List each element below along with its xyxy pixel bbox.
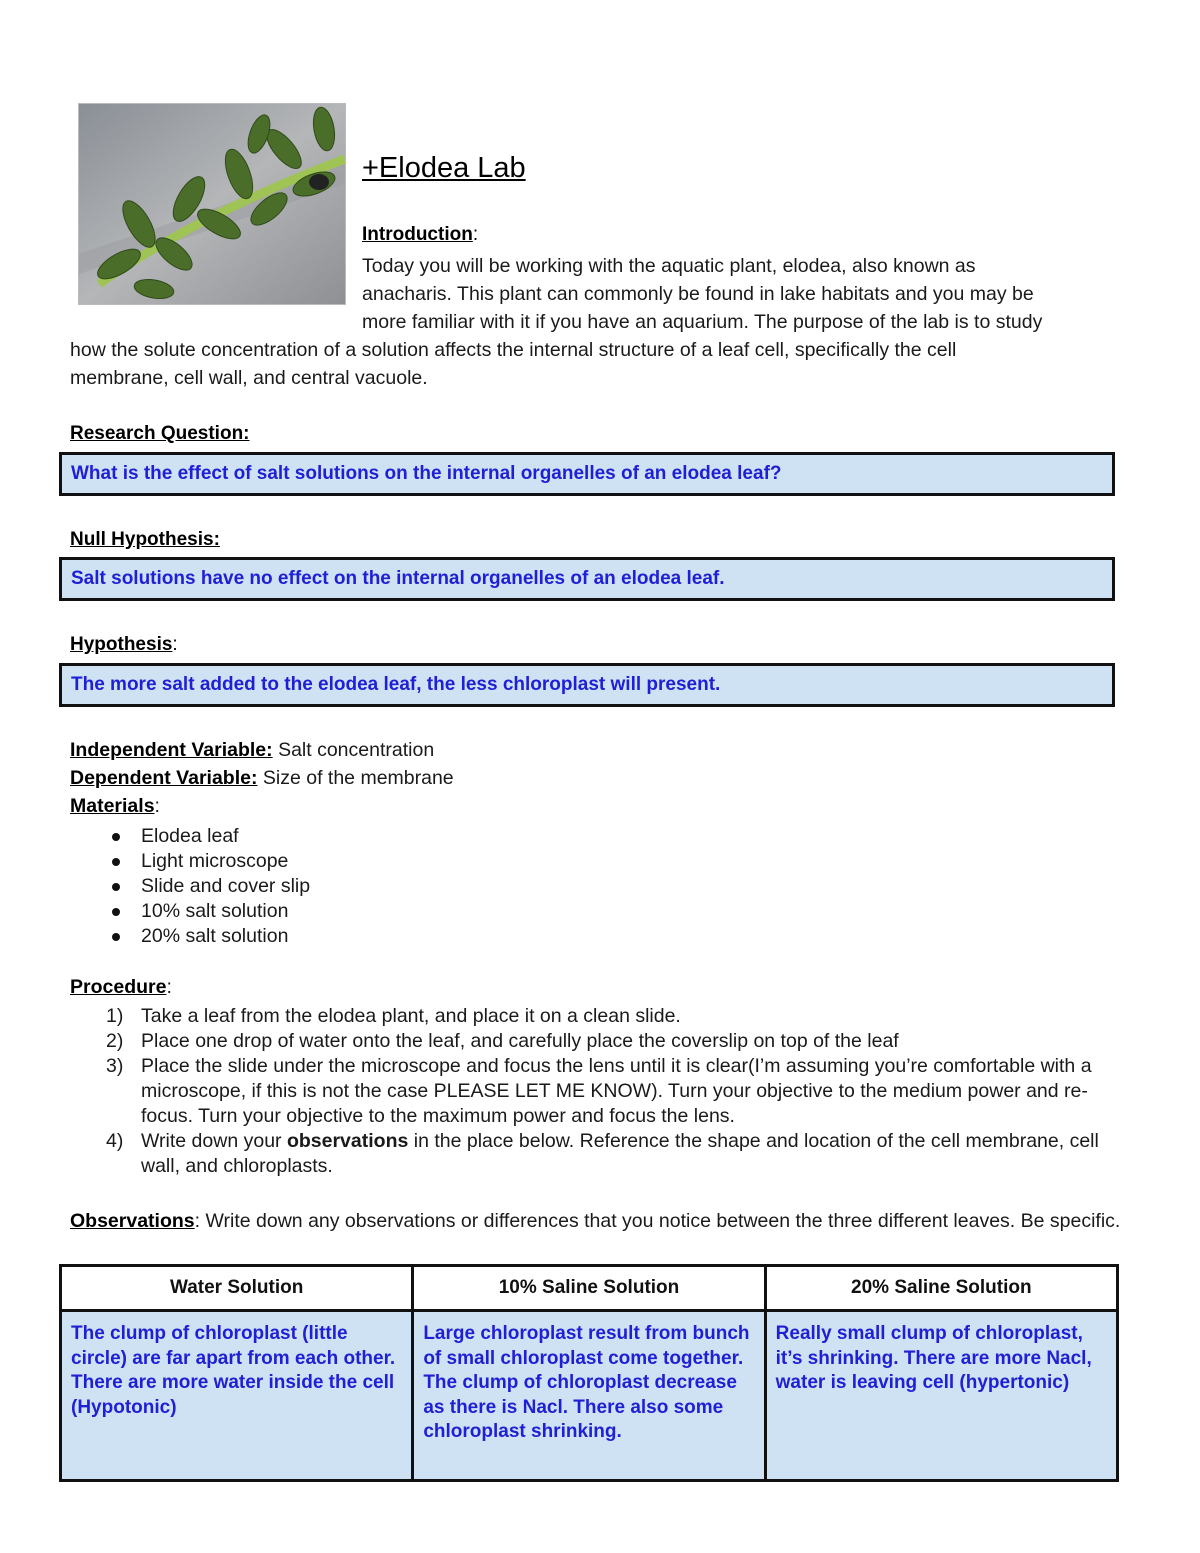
list-item: 1) Take a leaf from the elodea plant, and place it on a clean slide. [106,1005,681,1027]
dependent-variable-value: Size of the membrane [262,767,454,789]
hypothesis-heading: Hypothesis: [70,634,178,655]
research-question-box[interactable]: What is the effect of salt solutions on the internal organelles of an elodea leaf? [59,452,1115,496]
observation-cell-10-percent[interactable]: Large chloroplast result from bunch of small chloroplast come together. The clump of chloroplast decrease as there is Nacl. There also some chloroplast shrinking. [413,1311,765,1481]
intro-line: anacharis. This plant can commonly be found in lake habitats and you may be [362,283,1034,305]
materials-heading: Materials: [70,795,160,817]
independent-variable: Independent Variable: Salt concentration [70,739,435,761]
bullet-icon [112,933,120,941]
bullet-icon [112,883,120,891]
independent-variable-value: Salt concentration [278,739,435,761]
intro-line: membrane, cell wall, and central vacuole. [70,367,428,389]
column-header: 20% Saline Solution [765,1266,1117,1311]
list-item: 3) Place the slide under the microscope and focus the lens until it is clear(I’m assuming you’re comfortable with a microscope, if this is not the case PLEASE LET ME KNOW). Turn your objective to the medium power and re-focus. Turn your objective to the maximum power and focus the lens. [106,1055,1092,1127]
null-hypothesis-box[interactable]: Salt solutions have no effect on the internal organelles of an elodea leaf. [59,557,1115,601]
dependent-variable: Dependent Variable: Size of the membrane [70,767,454,789]
materials-list [70,824,310,949]
observations-instruction: Observations: Write down any observations or differences that you notice between the three different leaves. Be specific. [70,1210,1121,1232]
list-item: Slide and cover slip [70,874,310,899]
procedure-heading: Procedure: [70,976,172,998]
list-item: 20% salt solution [70,924,310,949]
intro-line: Today you will be working with the aquatic plant, elodea, also known as [362,255,976,277]
observation-cell-water[interactable]: The clump of chloroplast (little circle) are far apart from each other. There are more water inside the cell (Hypotonic) [61,1311,413,1481]
table-row [61,1311,1118,1481]
list-item: 4) Write down your observations in the place below. Reference the shape and location of the cell membrane, cell wall, and chloroplasts. [106,1130,1099,1177]
list-item: Elodea leaf [70,824,310,849]
hypothesis-box[interactable]: The more salt added to the elodea leaf, the less chloroplast will present. [59,663,1115,707]
null-hypothesis-heading: Null Hypothesis: [70,529,220,550]
list-item: 10% salt solution [70,899,310,924]
column-header: 10% Saline Solution [413,1266,765,1311]
introduction-heading: Introduction: [362,224,479,245]
observations-table [59,1264,1119,1482]
page-title: +Elodea Lab [362,152,526,184]
intro-line: more familiar with it if you have an aquarium. The purpose of the lab is to study [362,311,1043,333]
list-item: Light microscope [70,849,310,874]
table-header-row [61,1266,1118,1311]
bullet-icon [112,908,120,916]
intro-line: how the solute concentration of a solution affects the internal structure of a leaf cell, specifically the cell [70,339,957,361]
bullet-icon [112,858,120,866]
observation-cell-20-percent[interactable]: Really small clump of chloroplast, it’s shrinking. There are more Nacl, water is leaving cell (hypertonic) [765,1311,1117,1481]
elodea-plant-photo [78,103,346,305]
procedure-list [70,1004,1130,1179]
research-question-heading: Research Question: [70,423,250,444]
list-item: 2) Place one drop of water onto the leaf, and carefully place the coverslip on top of the leaf [106,1030,899,1052]
bullet-icon [112,833,120,841]
column-header: Water Solution [61,1266,413,1311]
